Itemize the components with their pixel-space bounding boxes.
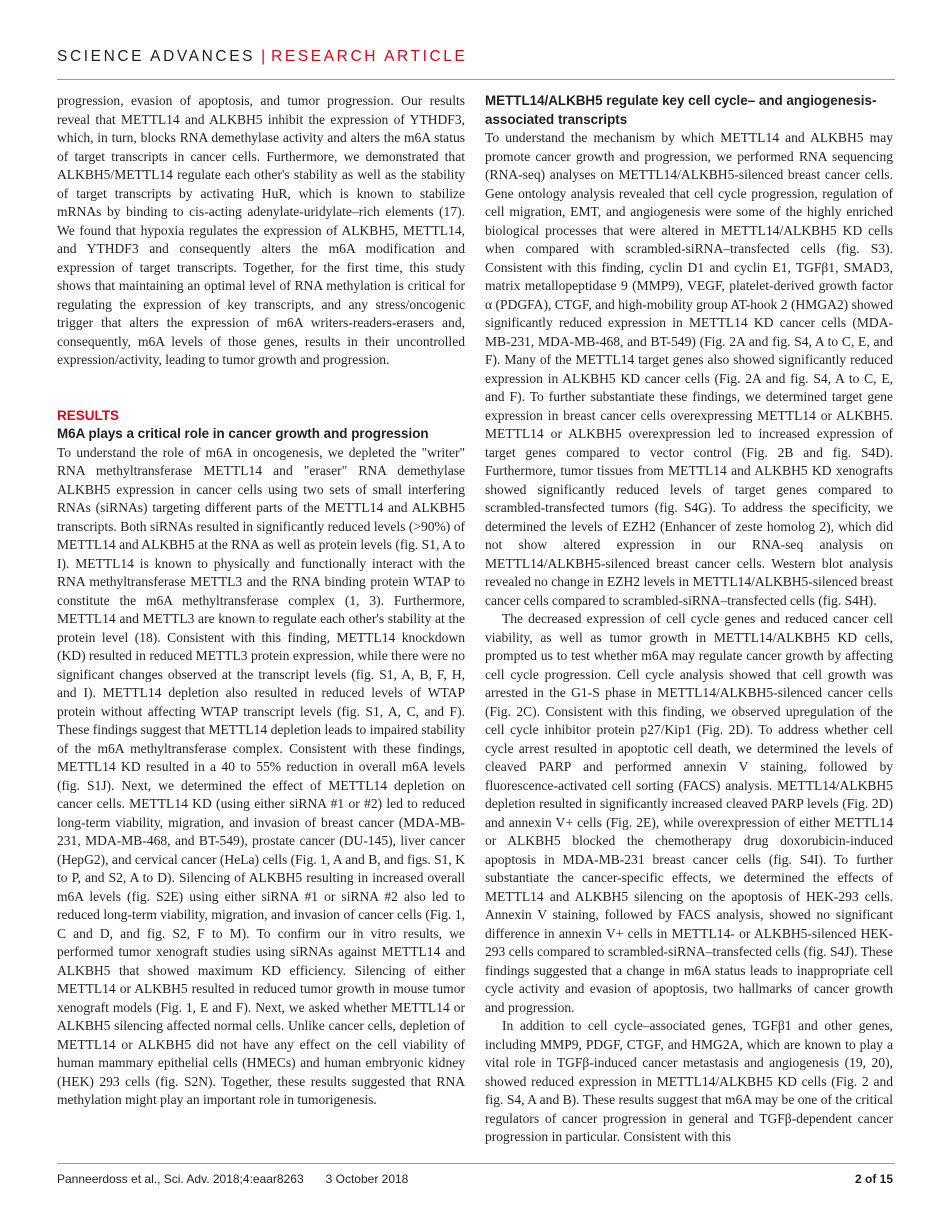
citation: Panneerdoss et al., Sci. Adv. 2018;4:eaar8263: [57, 1172, 304, 1186]
left-column: [57, 92, 465, 1157]
journal-name: SCIENCE ADVANCES: [57, 48, 256, 65]
mettl14-alkbh5-subheading: METTL14/ALKBH5 regulate key cell cycle– and angiogenesis-associated transcripts: [485, 93, 877, 127]
header-separator: |: [261, 48, 266, 65]
body-paragraph-3: In addition to cell cycle–associated genes, TGFβ1 and other genes, including MMP9, PDGF, CTGF, and HMG2A, which are known to play a vital role in TGFβ-induced cancer metastasis and angiogenesis (19, 20), showed reduced expression in METTL14/ALKBH5 KD cells (Fig. 2 and fig. S4, A and B). These results suggest that m6A may be one of the critical regulators of cancer progression in general and TGFβ-dependent cancer progression in particular. Consistent with this: [485, 1018, 893, 1144]
body-paragraph-2: The decreased expression of cell cycle genes and reduced cancer cell viability, as well as tumor growth in METTL14/ALKBH5 KD cells, prompted us to test whether m6A may regulate cancer growth by affecting cell cycle progression. Cell cycle analysis showed that cell growth was arrested in the G1-S phase in METTL14/ALKBH5-silenced cancer cells (Fig. 2C). Consistent with this finding, we observed upregulation of the cell cycle inhibitor protein p27/Kip1 (Fig. 2D). To address whether cell cycle arrest resulted in apoptotic cell death, we determined the levels of cleaved PARP and performed annexin V staining, followed by fluorescence-activated cell sorting (FACS) analysis. METTL14/ALKBH5 depletion resulted in significantly increased cleaved PARP levels (Fig. 2D) and annexin V+ cells (Fig. 2E), while overexpression of either METTL14 or ALKBH5 blocked the chemotherapy drug doxorubicin-induced apoptosis in MDA-MB-231 breast cancer cells (fig. S4I). To further substantiate the cancer-specific effects, we determined the effects of METTL14 and ALKBH5 silencing on the apoptosis of HEK-293 cells. Annexin V staining, followed by FACS analysis, showed no significant difference in annexin V+ cells in METTL14- or ALKBH5-silenced HEK-293 cells compared to scrambled-siRNA–transfected cells (fig. S4J). These findings suggested that a change in m6A status leads to inappropriate cell cycle activity and evasion of apoptosis, two hallmarks of cancer growth and progression.: [485, 611, 893, 1015]
section-gap: [57, 370, 465, 407]
results-subheading: M6A plays a critical role in cancer growth and progression: [57, 426, 429, 441]
right-column: [485, 92, 893, 1157]
intro-paragraph: progression, evasion of apoptosis, and tumor progression. Our results reveal that METTL14 and ALKBH5 inhibit the expression of YTHDF3, which, in turn, blocks RNA demethylase activity and alters the m6A status of target transcripts in cancer cells. Furthermore, we demonstrated that ALKBH5/METTL14 regulate each other's stability as well as the stability of target transcripts by activating HuR, which is known to stabilize mRNAs by binding to cis-acting adenylate-uridylate–rich elements (17). We found that hypoxia regulates the expression of ALKBH5, METTL14, and YTHDF3 and consequently alters the m6A modification and expression of target transcripts. Together, for the first time, this study shows that maintaining an optimal level of RNA methylation is critical for regulating the expression of key transcripts, and any stress/oncogenic trigger that alters the expression of m6A writers-readers-erasers and, consequently, m6A levels of those genes, results in their uncontrolled expression/activity, leading to tumor growth and progression.: [57, 93, 465, 367]
results-paragraph: To understand the role of m6A in oncogenesis, we depleted the "writer" RNA methyltransferase METTL14 and "eraser" RNA demethylase ALKBH5 expression in cancer cells using two sets of small interfering RNAs (siRNAs) targeting different parts of the METTL14 and ALKBH5 transcripts. Both siRNAs resulted in significantly reduced levels (>90%) of METTL14 and ALKBH5 at the RNA as well as protein levels (fig. S1, A to I). METTL14 is known to physically and functionally interact with the RNA methyltransferase METTL3 and the RNA binding protein WTAP to constitute the m6A methyltransferase complex (1, 3). Furthermore, METTL14 and METTL3 are known to regulate each other's stability at the protein level (18). Consistent with this finding, METTL14 knockdown (KD) resulted in reduced METTL3 protein expression, while there were no significant changes observed at the transcript levels (fig. S1, A, B, F, H, and I). METTL14 depletion also resulted in reduced levels of WTAP protein without affecting WTAP transcript levels (fig. S1, A, C, and F). These findings suggest that METTL14 depletion leads to impaired stability of the m6A methyltransferase complex. Consistent with these findings, METTL14 KD resulted in a 40 to 55% reduction in overall m6A levels (fig. S1J). Next, we determined the effect of METTL14 depletion on cancer cells. METTL14 KD (using either siRNA #1 or #2) led to reduced long-term viability, migration, and invasion of breast cancer (MDA-MB-231, MDA-MB-468, and BT-549), prostate cancer (DU-145), liver cancer (HepG2), and cervical cancer (HeLa) cells (Fig. 1, A and B, and figs. S1, K to P, and S2, A to D). Silencing of ALKBH5 resulting in increased overall m6A levels (fig. S2E) using either siRNA #1 or siRNA #2 also led to reduced long-term viability, migration, and invasion of cancer cells (Fig. 1, C and D, and fig. S2, F to M). To confirm our in vitro results, we performed tumor xenograft studies using siRNAs against METTL14 and ALKBH5 that showed maximum KD efficiency. Silencing of either METTL14 or ALKBH5 resulted in reduced tumor growth in mouse tumor xenograft models (Fig. 1, E and F). Next, we asked whether METTL14 or ALKBH5 silencing affected normal cells. Unlike cancer cells, depletion of METTL14 or ALKBH5 did not have any effect on the cell viability of human mammary epithelial cells (HMECs) and human embryonic kidney (HEK) 293 cells (fig. S2N). Together, these results suggested that RNA methylation might play an important role in tumorigenesis.: [57, 444, 465, 1107]
page-number: 2 of 15: [854, 1172, 893, 1186]
footer-rule: [57, 1163, 895, 1164]
footer-citation-line: [57, 1172, 408, 1190]
publication-date: 3 October 2018: [325, 1172, 409, 1186]
results-heading: RESULTS: [57, 407, 120, 423]
running-header: [57, 48, 897, 70]
article-type: RESEARCH ARTICLE: [271, 48, 468, 65]
header-rule: [57, 79, 895, 80]
body-paragraph-1: To understand the mechanism by which METTL14 and ALKBH5 may promote cancer growth and progression, we performed RNA sequencing (RNA-seq) analyses on METTL14/ALKBH5-silenced breast cancer cells. Gene ontology analysis revealed that cell cycle progression, regulation of cell migration, EMT, and angiogenesis were some of the highly enriched biological processes that were altered in METTL14/ALKBH5 KD cells when compared with scrambled-siRNA–transfected cells (fig. S3). Consistent with this finding, cyclin D1 and cyclin E1, TGFβ1, SMAD3, matrix metallopeptidase 9 (MMP9), VEGF, platelet-derived growth factor α (PDGFA), CTGF, and high-mobility group AT-hook 2 (HMGA2) showed significantly reduced expression in METTL14 KD cancer cells (MDA-MB-231, MDA-MB-468, and BT-549) (Fig. 2A and fig. S4, A to C, E, and F). Many of the METTL14 target genes also showed significantly reduced expression in ALKBH5 KD cancer cells (Fig. 2A and fig. S4, A to C, E, and F). To further substantiate these findings, we determined target gene expression in breast cancer cells overexpressing METTL14 or ALKBH5. METTL14 or ALKBH5 overexpression led to increased expression of target genes compared to vector control (Fig. 2B and fig. S4D). Furthermore, tumor tissues from METTL14 and ALKBH5 KD xenografts showed significantly reduced levels of target genes compared to scrambled-transfected tumors (fig. S4G). To address the specificity, we determined the levels of EZH2 (Enhancer of zeste homolog 2), which did not show altered expression in our RNA-seq analysis on METTL14/ALKBH5-silenced breast cancer cells. Western blot analysis revealed no change in EZH2 levels in METTL14/ALKBH5-silenced breast cancer cells compared to scrambled-siRNA–transfected cells (fig. S4H).: [485, 130, 893, 608]
